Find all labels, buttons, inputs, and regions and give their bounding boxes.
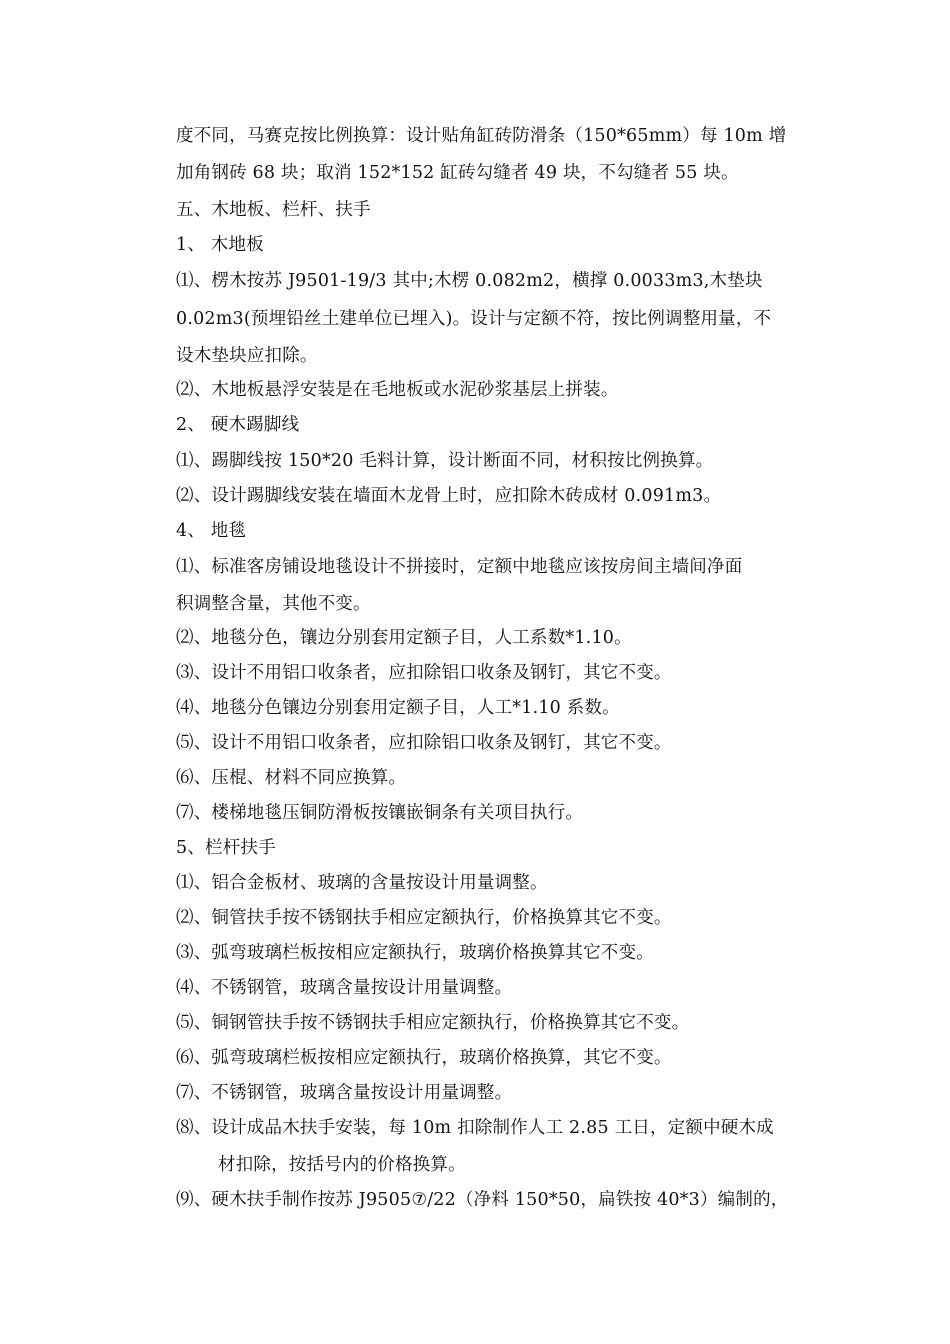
- section-heading: 五、木地板、栏杆、扶手: [176, 200, 371, 220]
- list-item: ⑵、铜管扶手按不锈钢扶手相应定额执行，价格换算其它不变。: [176, 908, 672, 928]
- paragraph-line: 设木垫块应扣除。: [176, 346, 318, 366]
- list-item: ⑶、设计不用铝口收条者，应扣除铝口收条及钢钉，其它不变。: [176, 663, 672, 683]
- list-item: ⑷、不锈钢管，玻璃含量按设计用量调整。: [176, 978, 513, 998]
- paragraph-line: 0.02m3(预埋铅丝土建单位已埋入)。设计与定额不符，按比例调整用量，不: [176, 309, 772, 329]
- subsection-heading: 2、 硬木踢脚线: [176, 415, 300, 435]
- paragraph-line: 度不同，马赛克按比例换算：设计贴角缸砖防滑条（150*65mm）每 10m 增: [176, 126, 787, 146]
- paragraph-line: 加角钢砖 68 块；取消 152*152 缸砖勾缝者 49 块，不勾缝者 55 块。: [176, 163, 739, 183]
- list-item: ⑹、弧弯玻璃栏板按相应定额执行，玻璃价格换算，其它不变。: [176, 1048, 672, 1068]
- list-item: ⑸、设计不用铝口收条者，应扣除铝口收条及钢钉，其它不变。: [176, 733, 672, 753]
- list-item: ⑹、压棍、材料不同应换算。: [176, 768, 407, 788]
- paragraph-line: 积调整含量，其他不变。: [176, 594, 371, 614]
- list-item: ⑴、标准客房铺设地毯设计不拼接时，定额中地毯应该按房间主墙间净面: [176, 557, 743, 577]
- list-item: ⑻、设计成品木扶手安装，每 10m 扣除制作人工 2.85 工日，定额中硬木成: [176, 1118, 774, 1138]
- list-item: ⑴、铝合金板材、玻璃的含量按设计用量调整。: [176, 873, 548, 893]
- list-item: ⑷、地毯分色镶边分别套用定额子目，人工*1.10 系数。: [176, 698, 620, 718]
- list-item: ⑺、楼梯地毯压铜防滑板按镶嵌铜条有关项目执行。: [176, 803, 584, 823]
- subsection-heading: 5、栏杆扶手: [176, 838, 276, 858]
- subsection-heading: 4、 地毯: [176, 521, 247, 541]
- subsection-heading: 1、 木地板: [176, 235, 264, 255]
- list-item: ⑴、踢脚线按 150*20 毛料计算，设计断面不同，材积按比例换算。: [176, 451, 714, 471]
- list-item: ⑶、弧弯玻璃栏板按相应定额执行，玻璃价格换算其它不变。: [176, 943, 654, 963]
- list-item: ⑼、硬木扶手制作按苏 J9505⑦/22（净料 150*50，扁铁按 40*3）编制的，: [176, 1190, 789, 1210]
- list-item: ⑴、楞木按苏 J9501-19/3 其中;木楞 0.082m2，横撑 0.0033m3,木垫块: [176, 271, 763, 291]
- list-item: ⑵、地毯分色，镶边分别套用定额子目，人工系数*1.10。: [176, 628, 632, 648]
- list-item: ⑵、木地板悬浮安装是在毛地板或水泥砂浆基层上拼装。: [176, 380, 619, 400]
- paragraph-line: 材扣除，按括号内的价格换算。: [218, 1155, 466, 1175]
- list-item: ⑵、设计踢脚线安装在墙面木龙骨上时，应扣除木砖成材 0.091m3。: [176, 486, 722, 506]
- list-item: ⑸、铜钢管扶手按不锈钢扶手相应定额执行，价格换算其它不变。: [176, 1013, 690, 1033]
- list-item: ⑺、不锈钢管，玻璃含量按设计用量调整。: [176, 1083, 513, 1103]
